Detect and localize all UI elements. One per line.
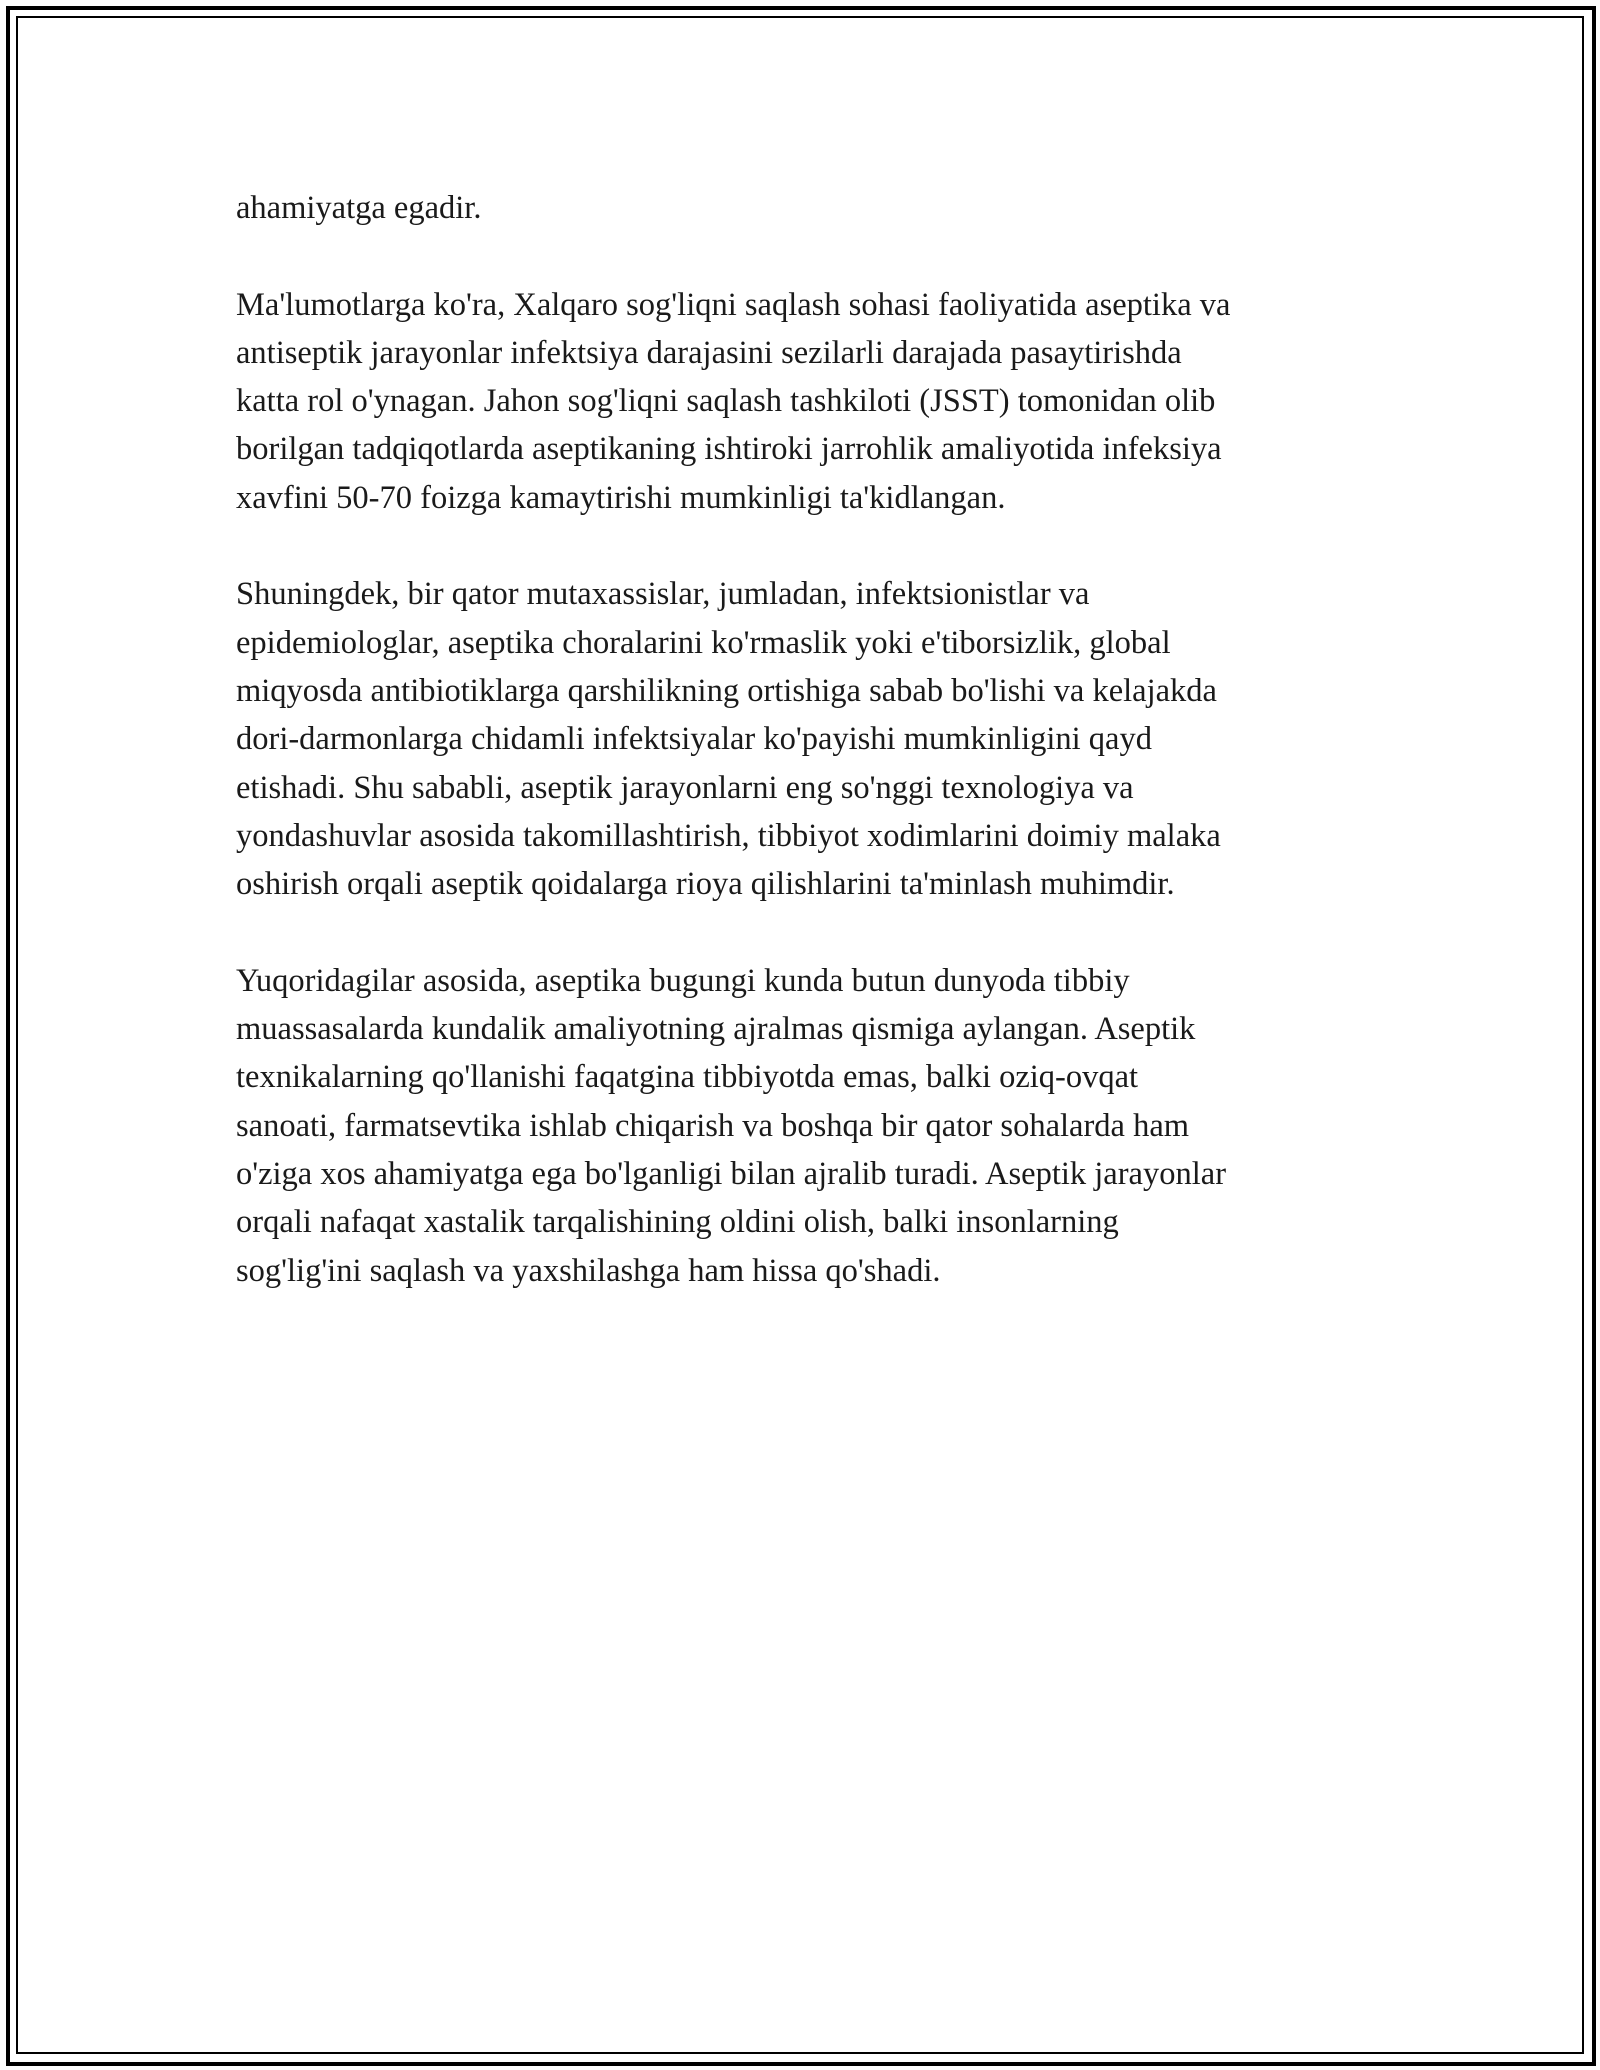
text-line: texnikalarning qo'llanishi faqatgina tibbiyotda emas, balki oziq-ovqat bbox=[236, 1059, 1139, 1096]
text-line: Yuqoridagilar asosida, aseptika bugungi kunda butun dunyoda tibbiy bbox=[236, 962, 1130, 999]
text-line: epidemiologlar, aseptika choralarini ko'rmaslik yoki e'tiborsizlik, global bbox=[236, 624, 1171, 661]
text-line: sog'lig'ini saqlash va yaxshilashga ham hissa qo'shadi. bbox=[236, 1252, 941, 1289]
text-line: etishadi. Shu sababli, aseptik jarayonlarni eng so'nggi texnologiya va bbox=[236, 769, 1134, 806]
text-line: xavfini 50-70 foizga kamaytirishi mumkinligi ta'kidlangan. bbox=[236, 479, 1006, 516]
paragraph-4 bbox=[236, 957, 1366, 1295]
text-line: Shuningdek, bir qator mutaxassislar, jumladan, infektsionistlar va bbox=[236, 576, 1090, 613]
text-line: antiseptik jarayonlar infektsiya darajasini sezilarli darajada pasaytirishda bbox=[236, 334, 1182, 371]
paragraph-3 bbox=[236, 570, 1366, 908]
text-line: Ma'lumotlarga ko'ra, Xalqaro sog'liqni saqlash sohasi faoliyatida aseptika va bbox=[236, 286, 1231, 323]
text-line: o'ziga xos ahamiyatga ega bo'lganligi bilan ajralib turadi. Aseptik jarayonlar bbox=[236, 1155, 1227, 1192]
text-line: muassasalarda kundalik amaliyotning ajralmas qismiga aylangan. Aseptik bbox=[236, 1011, 1196, 1048]
text-line: dori-darmonlarga chidamli infektsiyalar ko'payishi mumkinligini qayd bbox=[236, 721, 1152, 758]
text-line: katta rol o'ynagan. Jahon sog'liqni saqlash tashkiloti (JSST) tomonidan olib bbox=[236, 383, 1216, 420]
text-line: yondashuvlar asosida takomillashtirish, tibbiyot xodimlarini doimiy malaka bbox=[236, 817, 1221, 854]
paragraph-2 bbox=[236, 281, 1366, 522]
document-body bbox=[236, 184, 1366, 1343]
text-line: borilgan tadqiqotlarda aseptikaning ishtiroki jarrohlik amaliyotida infeksiya bbox=[236, 431, 1222, 468]
text-line: oshirish orqali aseptik qoidalarga rioya qilishlarini ta'minlash muhimdir. bbox=[236, 866, 1175, 903]
paragraph-1 bbox=[236, 184, 1366, 232]
text-line: orqali nafaqat xastalik tarqalishining oldini olish, balki insonlarning bbox=[236, 1204, 1119, 1241]
text-line: ahamiyatga egadir. bbox=[236, 190, 482, 226]
text-line: miqyosda antibiotiklarga qarshilikning ortishiga sabab bo'lishi va kelajakda bbox=[236, 672, 1217, 709]
text-line: sanoati, farmatsevtika ishlab chiqarish va boshqa bir qator sohalarda ham bbox=[236, 1107, 1190, 1144]
